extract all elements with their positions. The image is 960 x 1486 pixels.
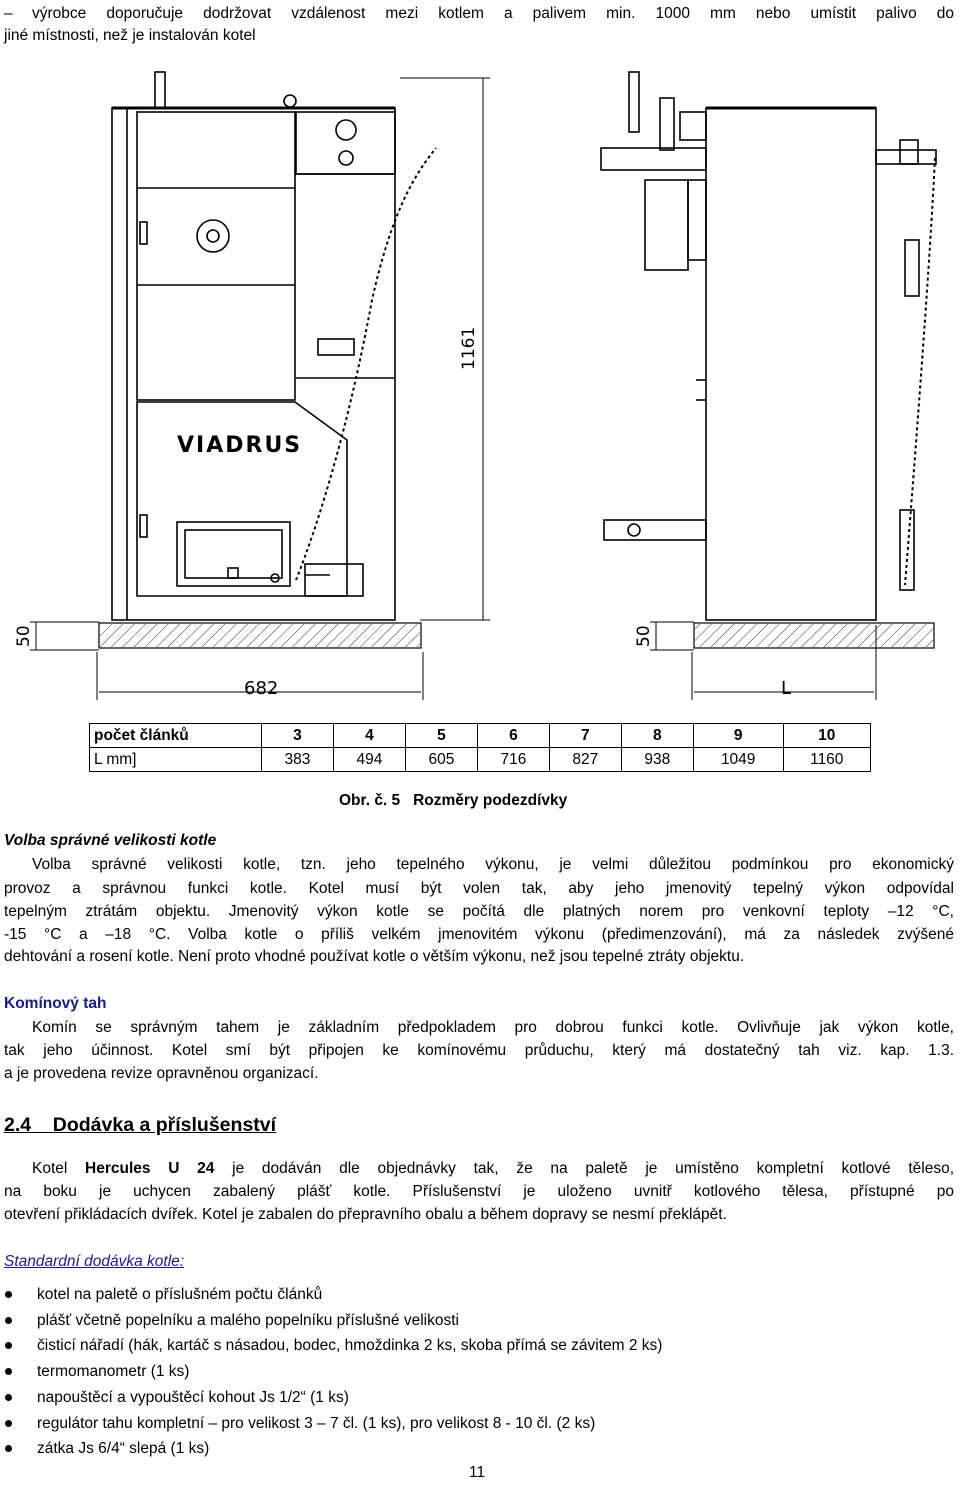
paragraph-line: Komín se správným tahem je základním předpokladem pro dobrou funkci kotle. Ovlivňuje jak výkon kotle, [32,1019,954,1036]
bullet-icon [5,1420,12,1427]
dim-width-label: 682 [244,678,279,699]
table-cell: 827 [549,748,621,772]
page-number: 11 [469,1464,486,1481]
side-view [601,72,936,620]
section-heading-kominovy-tah: Komínový tah [4,995,107,1012]
table-cell: 1049 [693,748,783,772]
top-bullet-dash: – [4,5,13,22]
table-cell: 8 [621,724,693,748]
bullet-icon [5,1342,12,1349]
standard-delivery-heading: Standardní dodávka kotle: [4,1253,185,1270]
bullet-icon [5,1394,12,1401]
table-cell: 938 [621,748,693,772]
list-item [4,1282,662,1308]
list-item-text: kotel na paletě o příslušném počtu článků [37,1286,323,1303]
table-cell: 383 [262,748,334,772]
table-cell: 5 [405,724,477,748]
table-cell: 494 [333,748,405,772]
dimension-table [89,723,871,772]
dim-right-base-label: 50 [634,625,654,647]
dim-left-base-label: 50 [14,625,34,647]
table-row [90,724,871,748]
list-item [4,1436,662,1462]
paragraph-line: tak jeho účinnost. Kotel smí být připojen ke komínovému průduchu, který má dostatečný tah viz. kap. 1.3. [4,1042,954,1059]
standard-delivery-list [4,1282,662,1462]
paragraph-line: provoz a správnou funkci kotle. Kotel musí být volen tak, aby jeho jmenovitý tepelný výkon odpovídal [4,880,954,897]
list-item [4,1385,662,1411]
paragraph-line: a je provedena revize opravněnou organizací. [4,1065,319,1082]
bullet-icon [5,1291,12,1298]
section-heading-2-4 [4,1111,276,1139]
paragraph-line: na boku je uchycen zabalený plášť kotle. Příslušenství je uloženo uvnitř kotlového tělesa, přístupné po [4,1183,954,1200]
text-run: je dodáván dle objednávky tak, že na paletě je umístěno kompletní kotlové těleso, [214,1160,954,1177]
paragraph-line: Volba správné velikosti kotle, tzn. jeho tepelného výkonu, je velmi důležitou podmínkou pro ekonomický [32,856,954,873]
top-bullet-line-1: výrobce doporučuje dodržovat vzdálenost mezi kotlem a palivem min. 1000 mm nebo umístit palivo do [32,5,954,22]
paragraph-line: tepelným ztrátám objektu. Jmenovitý výkon kotle se počítá dle platných norem pro venkovní teploty –12 °C, [4,903,954,920]
bullet-icon [5,1368,12,1375]
section-heading-volba: Volba správné velikosti kotle [4,832,217,849]
table-cell: 6 [477,724,549,748]
paragraph-line: -15 °C a –18 °C. Volba kotle o příliš velkém jmenovitém výkonu (předimenzování), má za následek zvýšené [4,926,954,943]
table-cell: L mm] [90,748,262,772]
table-cell: 605 [405,748,477,772]
list-item-text: zátka Js 6/4“ slepá (1 ks) [37,1440,210,1458]
list-item [4,1359,662,1385]
table-cell: počet článků [90,724,262,748]
brand-label: VIADRUS [177,433,303,458]
list-item-text: napouštěcí a vypouštěcí kohout Js 1/2“ (1 ks) [37,1388,349,1406]
table-cell: 3 [262,724,334,748]
dim-length-label: L [781,678,792,699]
table-row [90,748,871,772]
paragraph-line: otevření přikládacích dvířek. Kotel je zabalen do přepravního obalu a během dopravy se nesmí překlápět. [4,1206,727,1223]
list-item [4,1333,662,1359]
list-item [4,1308,662,1334]
front-view [112,72,395,620]
table-cell: 1160 [783,748,870,772]
table-cell: 10 [783,724,870,748]
table-cell: 9 [693,724,783,748]
list-item-text: regulátor tahu kompletní – pro velikost 3 – 7 čl. (1 ks), pro velikost 8 - 10 čl. (2 ks) [37,1414,596,1432]
section-number: 2.4 [4,1114,32,1136]
bullet-icon [5,1445,12,1452]
table-cell: 716 [477,748,549,772]
dim-height-label: 1161 [459,326,479,370]
section-title: Dodávka a příslušenství [52,1114,277,1136]
top-bullet-line-2: jiné místnosti, než je instalován kotel [4,27,256,44]
list-item-text: plášť včetně popelníku a malého popelníku příslušné velikosti [37,1311,459,1329]
boiler-dimension-drawing [0,60,960,710]
list-item-text: čisticí nářadí (hák, kartáč s násadou, bodec, hmoždinka 2 ks, skoba přímá se závitem 2 ks) [37,1337,663,1355]
list-item-text: termomanometr (1 ks) [37,1363,190,1381]
figure-caption: Obr. č. 5 Rozměry podezdívky [339,792,568,809]
table-cell: 7 [549,724,621,748]
paragraph-line [4,1157,954,1181]
product-name: Hercules U 24 [85,1160,215,1177]
paragraph-line: dehtování a rosení kotle. Není proto vhodné používat kotle o větším výkonu, než jsou tepelné ztráty objektu. [4,948,745,965]
table-cell: 4 [333,724,405,748]
bullet-icon [5,1317,12,1324]
text-run: Kotel [32,1160,86,1177]
list-item [4,1411,662,1437]
